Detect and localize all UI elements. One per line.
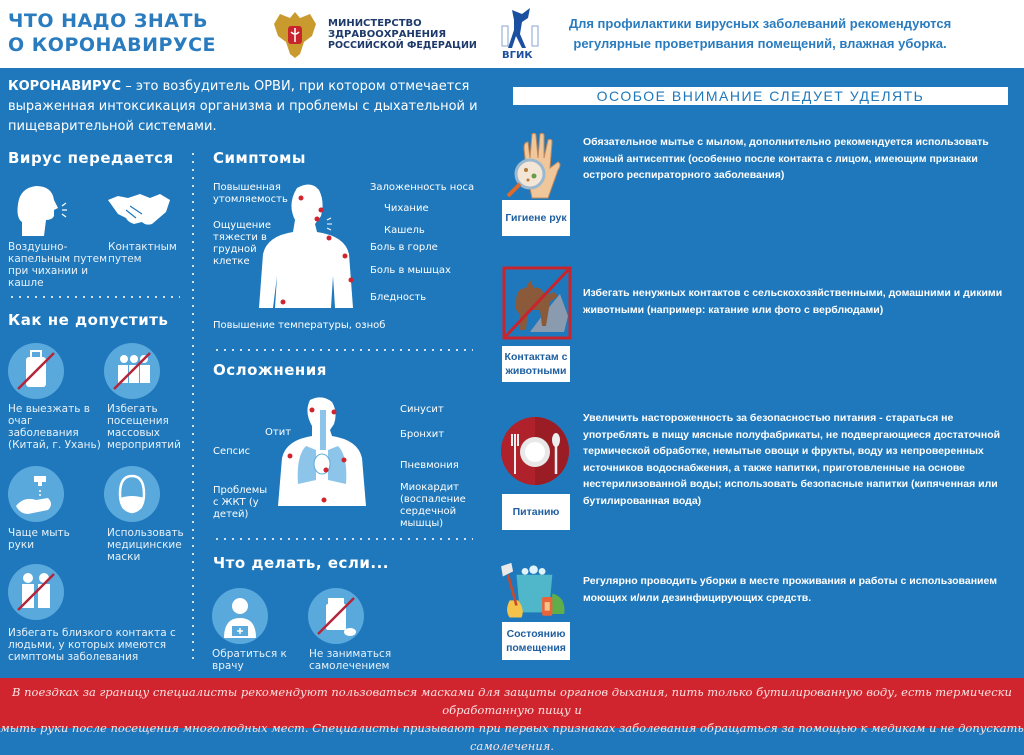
tag-nutrition: Питанию [502,494,570,530]
symptom-muscle-pain: Боль в мышцах [370,265,451,276]
transmission-title: Вирус передается [8,149,174,167]
hand-hygiene-text: Обязательное мытье с мылом, дополнительно рекомендуется использовать кожный антисептик (особенно после контакта с лицом, имеющим признаки острого респираторного заболевания) [583,136,989,181]
no-crowds-icon [104,343,160,399]
title-line-1: ЧТО НАДО ЗНАТЬ [8,10,208,32]
no-contact-label: Избегать близкого контакта с людьми, у которых имеются симптомы заболевания [8,627,176,663]
complication-otitis: Отит [265,427,292,438]
header-bar [0,0,1024,68]
premises-text: Регулярно проводить уборки в месте проживания и работы с использованием моющих и/или дезинфицирующих средств. [583,575,997,604]
ministry-line-1: МИНИСТЕРСТВО [328,17,422,29]
wash-hands-icon [8,466,64,522]
symptom-fatigue: Повышенная утомляемость [213,182,288,205]
divider [213,538,473,540]
symptom-nasal-congestion: Заложенность носа [370,182,475,193]
handshake-icon [106,192,172,228]
symptom-pallor: Бледность [370,292,427,303]
person-sneezing-icon [12,182,72,236]
symptom-sneezing: Чихание [384,203,429,214]
main-title [8,9,216,57]
transmission-contact-label: Контактным путем [108,241,177,265]
symptom-fever: Повышение температуры, озноб [213,320,386,331]
intro-text [8,77,478,137]
no-self-medication-label: Не заниматься самолечением [309,648,392,672]
ministry-line-3: РОССИЙСКОЙ ФЕДЕРАЦИИ [328,39,477,51]
note-line-1: Для профилактики вирусных заболеваний рекомендуются [568,16,952,31]
column-divider [192,150,194,665]
vgik-label: ВГИК [502,50,533,61]
footer-line-2: мыть руки после посещения многолюдных мест. Специалисты призывают при первых признаках заболевания обращаться за помощью к медикам и не допускать самолечения. [0,721,1024,753]
medical-mask-label: Использовать медицинские маски [107,527,184,563]
ministry-logo [270,8,477,60]
divider [213,349,473,351]
no-crowds-label: Избегать посещения массовых мероприятий [107,403,181,451]
cleaning-supplies-icon [496,552,566,630]
intro-bold: КОРОНАВИРУС [8,79,122,94]
title-line-2: О КОРОНАВИРУСЕ [8,34,217,56]
attention-title: ОСОБОЕ ВНИМАНИЕ СЛЕДУЕТ УДЕЛЯТЬ [513,87,1008,105]
symptom-sore-throat: Боль в горле [370,242,438,253]
complication-pneumonia: Пневмония [400,460,459,471]
symptoms-title: Симптомы [213,149,306,167]
medical-mask-icon [104,466,160,522]
eagle-emblem-icon [270,8,320,60]
no-self-medication-icon [308,588,364,644]
plate-cutlery-icon [500,412,570,490]
no-camel-icon [502,264,572,342]
prevention-title: Как не допустить [8,311,169,329]
transmission-airborne-label: Воздушно-капельным путем при чихании и кашле [8,241,107,289]
no-travel-icon [8,343,64,399]
symptom-chest-heaviness: Ощущение тяжести в грудной клетке [213,220,271,267]
intro-body: – это возбудитель ОРВИ, при котором отмечается выраженная интоксикация организма и проблемы с дыхательной и пищеварительной системами. [8,79,478,134]
nutrition-text: Увеличить настороженность за безопасностью питания - стараться не употреблять в пищу мясные полуфабрикаты, не подвергающиеся достаточной термической обработке, немытые овощи и фрукты, воду из непроверенных источников водоснабжения, а также напитки, приготовленные на основе нестерилизованной воды; использовать безопасные напитки (кипяченная или бутилированная вода) [583,412,1001,507]
note-line-2: регулярные проветривания помещений, влажная уборка. [573,36,947,51]
complication-sinusitis: Синусит [400,404,444,415]
tag-hand-hygiene: Гигиене рук [502,200,570,236]
hand-magnifier-icon [502,128,572,206]
wash-hands-label: Чаще мыть руки [8,527,70,551]
what-to-do-title: Что делать, если... [213,554,389,572]
divider [8,296,180,298]
footer-line-1: В поездках за границу специалисты рекомендуют пользоваться масками для защиты органов дыхания, пить только бутилированную воду, есть термически обработанную пищу и [12,685,1012,717]
complication-myocarditis: Миокардит (воспаление сердечной мышцы) [400,482,466,529]
organs-silhouette-icon [276,396,368,506]
doctor-icon [212,588,268,644]
ministry-line-2: ЗДРАВООХРАНЕНИЯ [328,28,447,40]
tag-animal-contact: Контактам с животными [502,346,570,382]
no-travel-label: Не выезжать в очаг заболевания (Китай, г. Ухань) [8,403,101,451]
complication-gi: Проблемы с ЖКТ (у детей) [213,485,268,520]
symptom-cough: Кашель [384,225,425,236]
see-doctor-label: Обратиться к врачу [212,648,287,672]
tag-premises: Состоянию помещения [502,622,570,660]
complications-title: Осложнения [213,361,327,379]
ventilation-note [560,14,960,54]
footer-banner [0,678,1024,753]
no-contact-icon [8,564,64,620]
complication-bronchitis: Бронхит [400,429,445,440]
animal-contact-text: Избегать ненужных контактов с сельскохозяйственными, домашними и дикими животными (например: катание или фото с верблюдами) [583,287,1003,316]
complication-sepsis: Сепсис [213,446,251,457]
